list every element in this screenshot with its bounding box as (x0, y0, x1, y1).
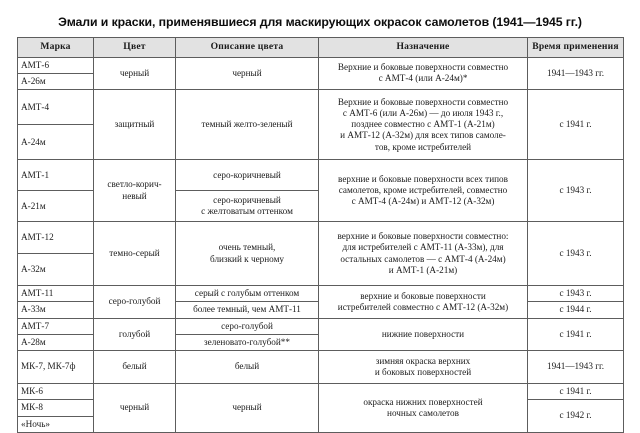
cell-description: очень темный, близкий к черному (176, 222, 319, 286)
cell-period: 1941—1943 гг. (528, 57, 624, 89)
cell-description: зеленовато-голубой** (176, 334, 319, 350)
cell-mark: МК-6 (18, 384, 94, 400)
table-row (18, 286, 624, 302)
cell-purpose: зимняя окраска верхних и боковых поверхностей (319, 351, 528, 384)
cell-description: серо-голубой (176, 318, 319, 334)
table-row (18, 222, 624, 254)
cell-purpose: Верхние и боковые поверхности совместно с АМТ-4 (или А-24м)* (319, 57, 528, 89)
cell-purpose: нижние поверхности (319, 318, 528, 350)
cell-description: более темный, чем АМТ-11 (176, 302, 319, 318)
cell-description: серо-коричневый с желтоватым оттенком (176, 191, 319, 222)
cell-mark: АМТ-7 (18, 318, 94, 334)
cell-purpose: Верхние и боковые поверхности совместно с АМТ-6 (или А-26м) — до июля 1943 г., позднее совместно с АМТ-1 (А-21м) и АМТ-12 (А-32м) для всех типов самоле- тов, кроме истребителей (319, 90, 528, 160)
table-row (18, 160, 624, 191)
cell-period: с 1943 г. (528, 222, 624, 286)
cell-period: 1941—1943 гг. (528, 351, 624, 384)
cell-color: светло-корич- невый (94, 160, 176, 222)
cell-color: черный (94, 57, 176, 89)
table-row (18, 384, 624, 400)
cell-color: голубой (94, 318, 176, 350)
cell-mark: А-21м (18, 191, 94, 222)
cell-mark: АМТ-11 (18, 286, 94, 302)
table-row (18, 90, 624, 125)
cell-mark: А-33м (18, 302, 94, 318)
cell-period: с 1943 г. (528, 286, 624, 302)
cell-color: серо-голубой (94, 286, 176, 318)
cell-period: с 1944 г. (528, 302, 624, 318)
cell-description: белый (176, 351, 319, 384)
table-container (0, 37, 640, 433)
table-row (18, 351, 624, 384)
cell-description: серо-коричневый (176, 160, 319, 191)
cell-period: с 1942 г. (528, 400, 624, 432)
column-header-color: Цвет (94, 37, 176, 57)
cell-period: с 1941 г. (528, 318, 624, 350)
paints-table (17, 37, 624, 433)
cell-mark: АМТ-12 (18, 222, 94, 254)
column-header-description: Описание цвета (176, 37, 319, 57)
cell-purpose: окраска нижних поверхностей ночных самолетов (319, 384, 528, 433)
cell-period: с 1941 г. (528, 384, 624, 400)
cell-mark: АМТ-1 (18, 160, 94, 191)
cell-mark: А-26м (18, 73, 94, 89)
cell-mark: А-24м (18, 125, 94, 160)
cell-mark: А-28м (18, 334, 94, 350)
cell-purpose: верхние и боковые поверхности совместно: для истребителей с АМТ-11 (А-33м), для остальных самолетов — с АМТ-4 (А-24м) и АМТ-1 (А-21м) (319, 222, 528, 286)
column-header-period: Время применения (528, 37, 624, 57)
cell-period: с 1941 г. (528, 90, 624, 160)
cell-description: темный желто-зеленый (176, 90, 319, 160)
cell-mark: МК-7, МК-7ф (18, 351, 94, 384)
page-title: Эмали и краски, применявшиеся для маскирующих окрасок самолетов (1941—1945 гг.) (58, 15, 582, 29)
table-row (18, 57, 624, 73)
table-header-row (18, 37, 624, 57)
cell-color: защитный (94, 90, 176, 160)
cell-purpose: верхние и боковые поверхности истребителей совместно с АМТ-12 (А-32м) (319, 286, 528, 318)
cell-color: белый (94, 351, 176, 384)
cell-period: с 1943 г. (528, 160, 624, 222)
cell-description: черный (176, 384, 319, 433)
cell-mark: «Ночь» (18, 416, 94, 432)
cell-description: серый с голубым оттенком (176, 286, 319, 302)
cell-color: черный (94, 384, 176, 433)
column-header-mark: Марка (18, 37, 94, 57)
cell-mark: А-32м (18, 254, 94, 286)
table-row (18, 318, 624, 334)
cell-mark: МК-8 (18, 400, 94, 416)
cell-purpose: верхние и боковые поверхности всех типов самолетов, кроме истребителей, совместно с АМТ-4 (А-24м) и АМТ-12 (А-32м) (319, 160, 528, 222)
cell-mark: АМТ-6 (18, 57, 94, 73)
cell-color: темно-серый (94, 222, 176, 286)
cell-mark: АМТ-4 (18, 90, 94, 125)
column-header-purpose: Назначение (319, 37, 528, 57)
cell-description: черный (176, 57, 319, 89)
